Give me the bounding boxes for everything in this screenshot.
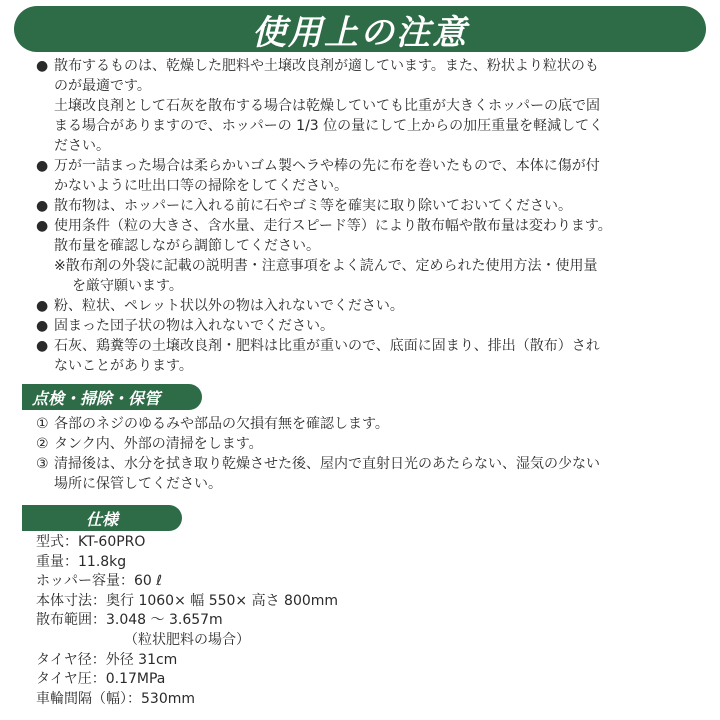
spec-row: 散布範囲：3.048 〜 3.657m [36,612,223,629]
list-item [36,454,686,494]
note-line: のが最適です。 [54,78,151,94]
note-line: 万が一詰まった場合は柔らかいゴム製ヘラや棒の先に布を巻いたもので、本体に傷が付 [54,158,600,174]
item-text: 各部のネジのゆるみや部品の欠損有無を確認します。 [54,416,389,432]
specs-heading-pill [22,505,182,531]
note-item [36,56,686,156]
maintenance-list [36,414,686,494]
item-number: ② [36,436,49,452]
bullet-icon: ● [36,198,49,214]
note-item [36,296,686,316]
note-line: 使用条件（粒の大きさ、含水量、走行スピード等）により散布幅や散布量は変わります。 [54,218,612,234]
note-item [36,196,686,216]
bullet-icon: ● [36,318,49,334]
list-item [36,434,686,454]
title-banner [14,6,706,52]
spec-row: タイヤ径：外径 31cm [36,651,178,668]
bullet-icon: ● [36,158,49,174]
spec-row [36,631,676,651]
bullet-icon: ● [36,298,49,314]
spec-row: 重量：11.8kg [36,553,127,570]
note-line: かないように吐出口等の掃除をしてください。 [54,178,348,194]
note-line: ださい。 [54,138,110,154]
spec-row: タイヤ圧：0.17MPa [36,671,166,688]
item-text: 清掃後は、水分を拭き取り乾燥させた後、屋内で直射日光のあたらない、湿気の少ない [54,456,600,472]
item-text: 場所に保管してください。 [54,476,222,492]
page-title: 使用上の注意 [252,12,468,53]
note-line: まる場合がありますので、ホッパーの 1/3 位の量にして上からの加圧重量を軽減してく [54,118,604,134]
item-number: ① [36,416,49,432]
maintenance-heading: 点検・掃除・保管 [32,388,161,408]
note-line: 土壌改良剤として石灰を散布する場合は乾燥していても比重が大きくホッパーの底で固 [54,98,600,114]
note-line: 散布量を確認しながら調節してください。 [54,238,320,254]
item-text: タンク内、外部の清掃をします。 [54,436,263,452]
note-line: 石灰、鶏糞等の土壌改良剤・肥料は比重が重いので、底面に固まり、排出（散布）され [54,338,600,354]
spec-row: 本体寸法：奥行 1060× 幅 550× 高さ 800mm [36,592,339,609]
spec-row: ホッパー容量：60 ℓ [36,573,163,590]
spec-row: 型式：KT-60PRO [36,534,146,550]
note-item [36,336,686,376]
note-line: 粉、粒状、ペレット状以外の物は入れないでください。 [54,298,404,314]
specs-list [36,533,676,709]
note-item [36,216,686,296]
bullet-icon: ● [36,218,49,234]
specs-heading: 仕様 [86,509,119,529]
note-line: 固まった団子状の物は入れないでください。 [54,318,334,334]
note-line: ないことがあります。 [54,358,193,374]
bullet-icon: ● [36,338,49,354]
maintenance-heading-pill [22,384,202,410]
note-line: 散布するものは、乾燥した肥料や土壌改良剤が適しています。また、粉状より粒状のも [54,58,599,74]
reference-note: を厳守願います。 [72,278,183,294]
spec-row: 車輪間隔（幅）：530mm [36,690,195,707]
list-item [36,414,686,434]
item-number: ③ [36,456,49,472]
note-item [36,316,686,336]
bullet-icon: ● [36,58,49,74]
note-item [36,156,686,196]
spec-row-note: （粒状肥料の場合） [124,631,250,648]
reference-note: ※散布剤の外袋に記載の説明書・注意事項をよく読んで、定められた使用方法・使用量 [54,258,598,274]
note-line: 散布物は、ホッパーに入れる前に石やゴミ等を確実に取り除いておいてください。 [54,198,572,214]
caution-notes [36,56,686,376]
